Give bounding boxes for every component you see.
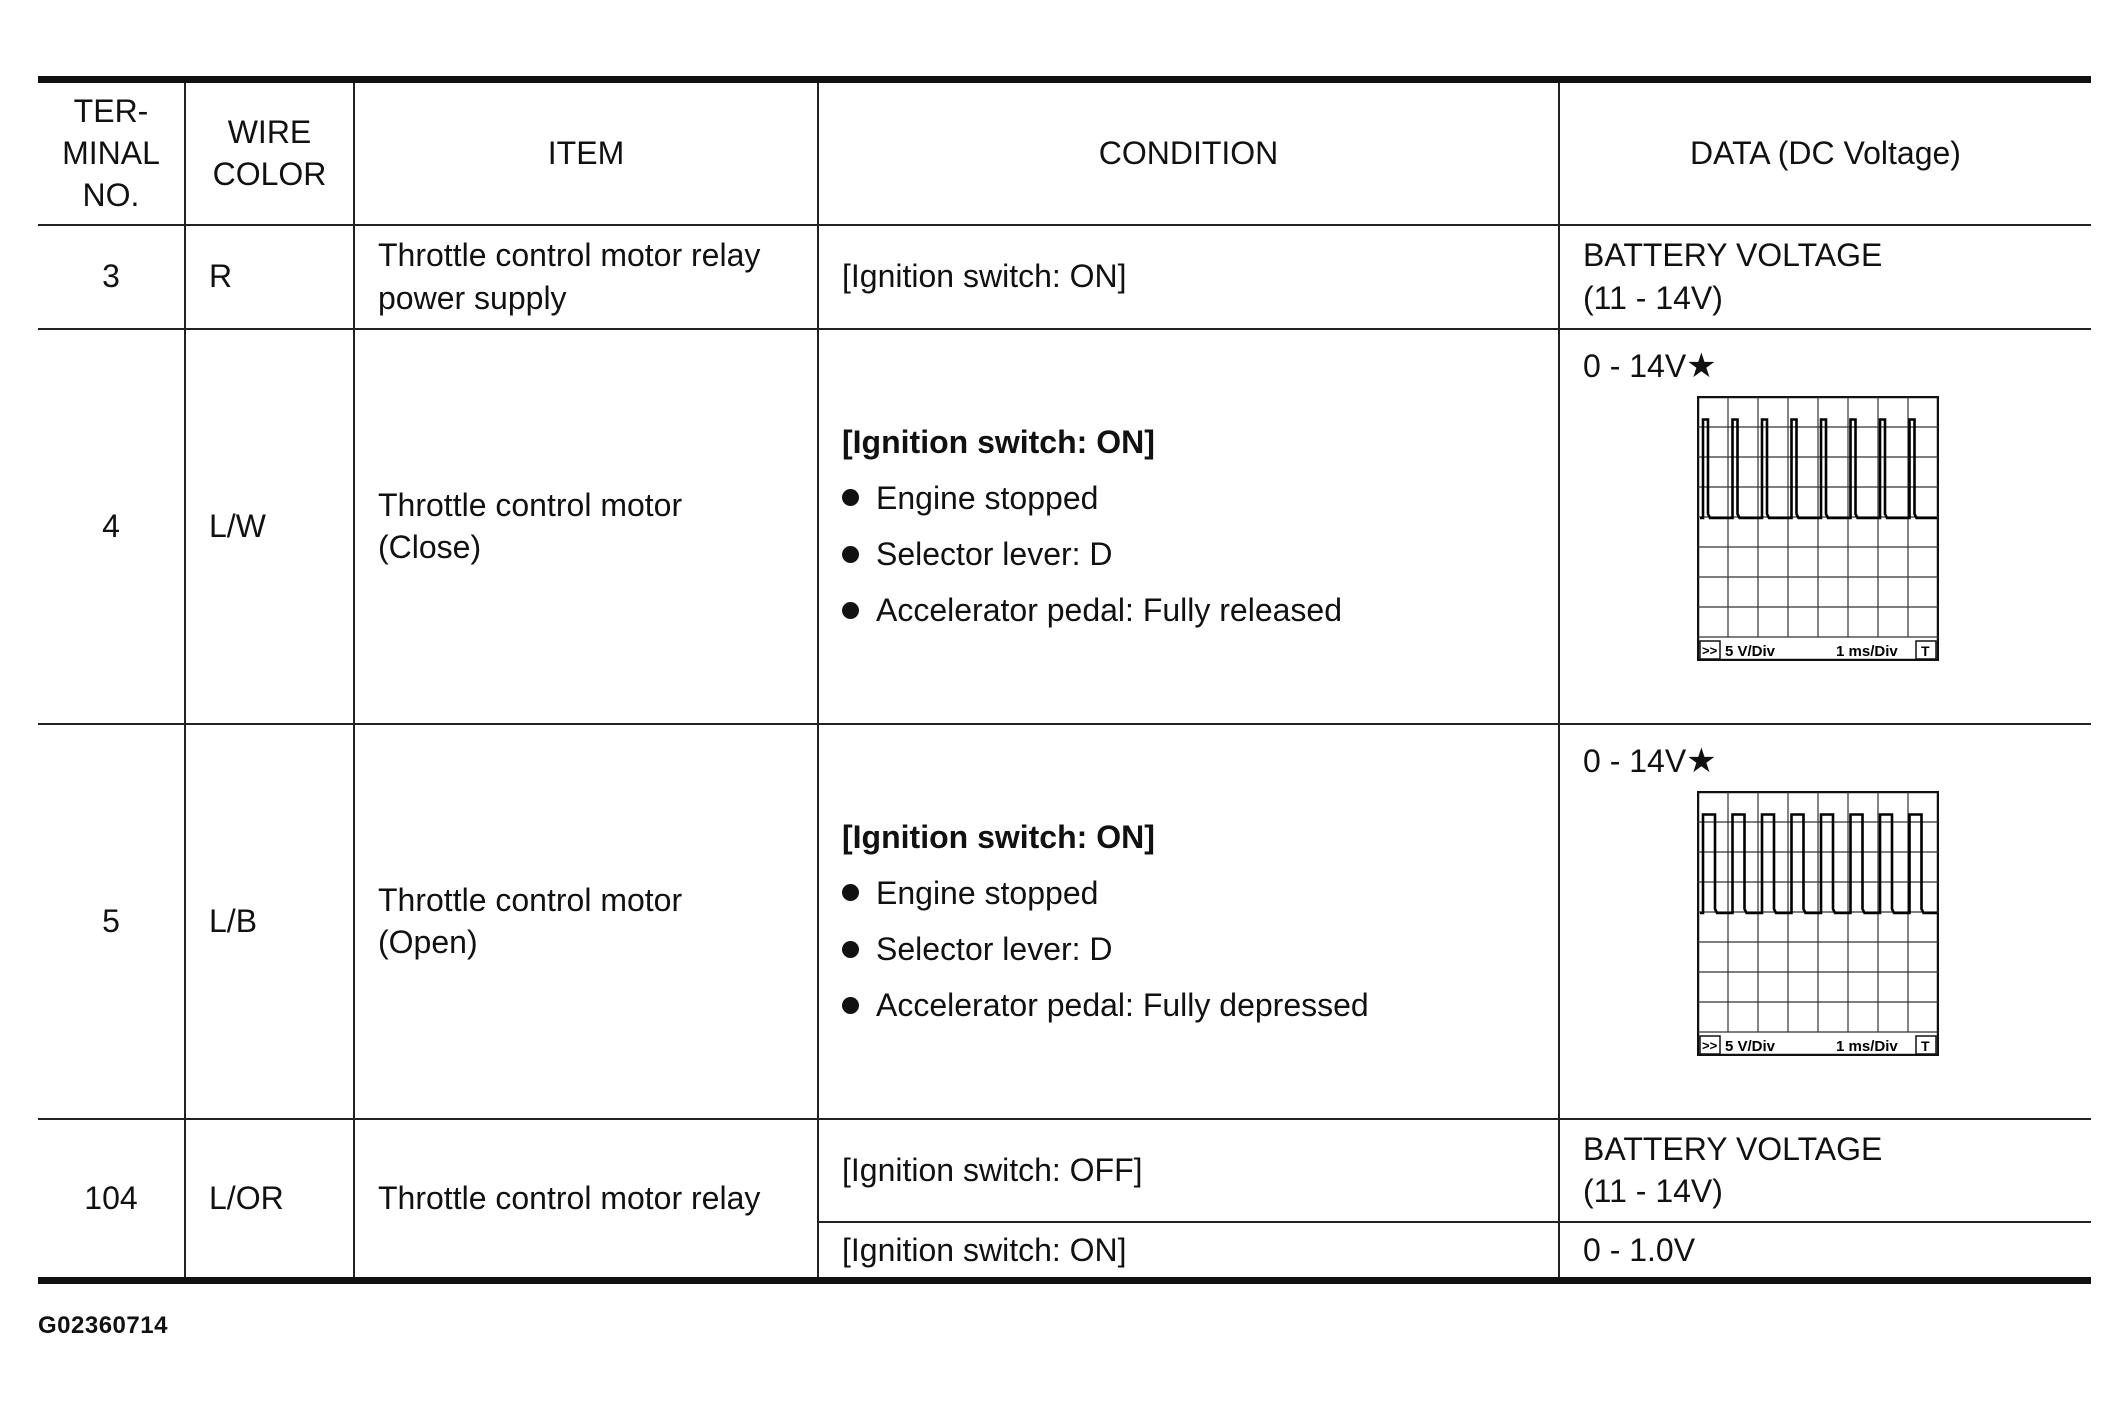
bullet-icon — [842, 884, 859, 901]
list-item: Accelerator pedal: Fully depressed — [842, 984, 1558, 1026]
table-row — [38, 724, 2091, 1119]
condition-list — [842, 477, 1558, 632]
header-condition: CONDITION — [818, 80, 1559, 225]
condition: [Ignition switch: ON] — [818, 1222, 1559, 1281]
header-data: DATA (DC Voltage) — [1559, 80, 2091, 225]
data-value: BATTERY VOLTAGE (11 - 14V) — [1559, 225, 2091, 329]
data-value: BATTERY VOLTAGE (11 - 14V) — [1559, 1119, 2091, 1222]
wire-color: L/OR — [185, 1119, 354, 1281]
bullet-icon — [842, 546, 859, 563]
header-item: ITEM — [354, 80, 818, 225]
list-item: Engine stopped — [842, 477, 1558, 519]
bullet-icon — [842, 941, 859, 958]
wire-color: L/B — [185, 724, 354, 1119]
item-description: Throttle control motor (Close) — [354, 329, 818, 724]
data-value: 0 - 1.0V — [1559, 1222, 2091, 1281]
oscilloscope-waveform — [1697, 791, 1939, 1056]
condition-title: [Ignition switch: ON] — [842, 818, 1155, 855]
trigger-icon-label: T — [1921, 642, 1930, 659]
time-per-div: 1 ms/Div — [1836, 1037, 1898, 1055]
bullet-icon — [842, 997, 859, 1014]
scope-menu-icon-label: >> — [1702, 642, 1718, 658]
condition — [818, 724, 1559, 1119]
table-row — [38, 225, 2091, 329]
bullet-icon — [842, 489, 859, 506]
terminal-number: 3 — [38, 225, 185, 329]
trigger-icon-label: T — [1921, 1037, 1930, 1054]
item-description: Throttle control motor relay — [354, 1119, 818, 1281]
condition-title: [Ignition switch: ON] — [842, 423, 1155, 460]
list-item: Accelerator pedal: Fully released — [842, 589, 1558, 631]
bullet-icon — [842, 602, 859, 619]
volts-per-div: 5 V/Div — [1725, 642, 1776, 660]
table-row — [38, 329, 2091, 724]
header-terminal-no: TER- MINAL NO. — [38, 80, 185, 225]
star-icon: ★ — [1686, 346, 1717, 385]
list-item: Engine stopped — [842, 872, 1558, 914]
data-value — [1559, 329, 2091, 724]
terminal-number: 4 — [38, 329, 185, 724]
data-value — [1559, 724, 2091, 1119]
item-description: Throttle control motor relay power supply — [354, 225, 818, 329]
condition: [Ignition switch: OFF] — [818, 1119, 1559, 1222]
wire-color: L/W — [185, 329, 354, 724]
terminal-number: 5 — [38, 724, 185, 1119]
condition — [818, 329, 1559, 724]
figure-code: G02360714 — [38, 1312, 168, 1339]
table-row — [38, 1119, 2091, 1222]
terminal-number: 104 — [38, 1119, 185, 1281]
list-item: Selector lever: D — [842, 928, 1558, 970]
scope-menu-icon-label: >> — [1702, 1037, 1718, 1053]
header-row — [38, 80, 2091, 225]
terminal-data-table — [38, 76, 2091, 1284]
wire-color: R — [185, 225, 354, 329]
voltage-range: 0 - 14V — [1583, 347, 1687, 384]
condition: [Ignition switch: ON] — [818, 225, 1559, 329]
voltage-range: 0 - 14V — [1583, 742, 1687, 779]
header-wire-color: WIRE COLOR — [185, 80, 354, 225]
item-description: Throttle control motor (Open) — [354, 724, 818, 1119]
list-item: Selector lever: D — [842, 533, 1558, 575]
condition-list — [842, 872, 1558, 1027]
star-icon: ★ — [1686, 741, 1717, 780]
time-per-div: 1 ms/Div — [1836, 642, 1898, 660]
oscilloscope-waveform — [1697, 396, 1939, 661]
volts-per-div: 5 V/Div — [1725, 1037, 1776, 1055]
